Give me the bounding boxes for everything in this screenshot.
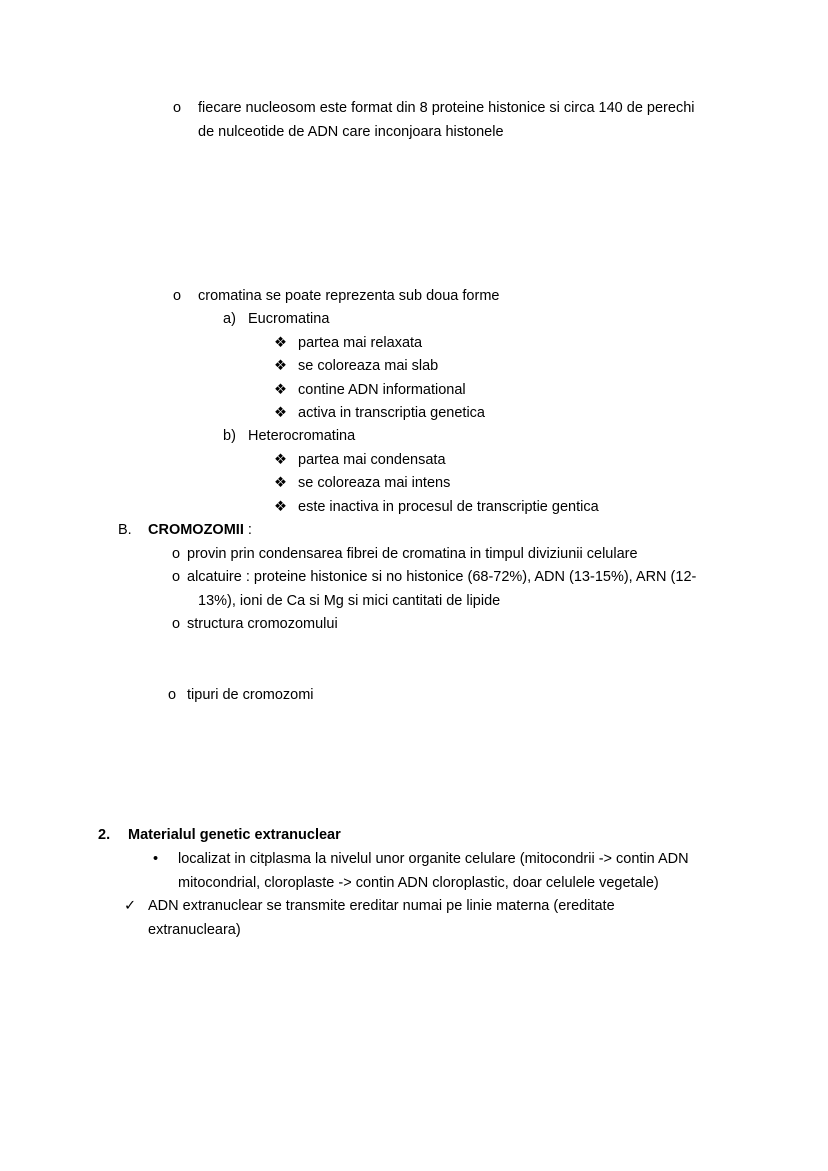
section-b-item-text: tipuri de cromozomi bbox=[187, 687, 314, 703]
diamond-bullet-icon: ❖ bbox=[274, 452, 287, 468]
section-b-title-wrap bbox=[148, 519, 252, 543]
circle-bullet-icon: o bbox=[173, 100, 182, 116]
section-2-check-line2: extranucleara) bbox=[148, 922, 241, 938]
nucleosome-text-line2: de nulceotide de ADN care inconjoara histonele bbox=[198, 124, 504, 140]
section-b-item-text: structura cromozomului bbox=[187, 616, 338, 632]
circle-bullet-icon: o bbox=[173, 288, 182, 304]
diamond-bullet-icon: ❖ bbox=[274, 499, 287, 515]
circle-bullet-icon: o bbox=[172, 569, 181, 585]
euchromatin-item-text: partea mai relaxata bbox=[298, 335, 423, 351]
diamond-bullet-icon: ❖ bbox=[274, 358, 287, 374]
section-2-bullet-line1: localizat in citplasma la nivelul unor organite celulare (mitocondrii -> contin ADN bbox=[178, 851, 689, 867]
section-b-item-text: provin prin condensarea fibrei de cromatina in timpul diviziunii celulare bbox=[187, 546, 638, 562]
diamond-bullet-icon: ❖ bbox=[274, 405, 287, 421]
section-2-bullet-line2: mitocondrial, cloroplaste -> contin ADN cloroplastic, doar celulele vegetale) bbox=[178, 875, 659, 891]
diamond-bullet-icon: ❖ bbox=[274, 475, 287, 491]
section-b-item-text-line2: 13%), ioni de Ca si Mg si mici cantitati de lipide bbox=[198, 593, 501, 609]
heterochromatin-label: b) bbox=[223, 428, 236, 444]
check-icon: ✓ bbox=[124, 898, 137, 914]
section-b-title-suffix: : bbox=[243, 522, 252, 538]
euchromatin-label: a) bbox=[223, 311, 236, 327]
section-b-label: B. bbox=[118, 522, 132, 538]
euchromatin-title: Eucromatina bbox=[248, 311, 330, 327]
diamond-bullet-icon: ❖ bbox=[274, 335, 287, 351]
bullet-icon: • bbox=[153, 851, 159, 867]
euchromatin-item-text: se coloreaza mai slab bbox=[298, 358, 439, 374]
section-2-title: Materialul genetic extranuclear bbox=[128, 827, 341, 843]
heterochromatin-item-text: este inactiva in procesul de transcriptie gentica bbox=[298, 499, 599, 515]
heterochromatin-title: Heterocromatina bbox=[248, 428, 356, 444]
section-2-number: 2. bbox=[98, 827, 111, 843]
circle-bullet-icon: o bbox=[168, 687, 177, 703]
circle-bullet-icon: o bbox=[172, 546, 181, 562]
chromatin-forms-text: cromatina se poate reprezenta sub doua forme bbox=[198, 288, 500, 304]
nucleosome-text-line1: fiecare nucleosom este format din 8 proteine histonice si circa 140 de perechi bbox=[198, 100, 695, 116]
heterochromatin-item-text: partea mai condensata bbox=[298, 452, 446, 468]
heterochromatin-item-text: se coloreaza mai intens bbox=[298, 475, 451, 491]
section-b-title: CROMOZOMII bbox=[148, 522, 244, 538]
circle-bullet-icon: o bbox=[172, 616, 181, 632]
euchromatin-item-text: contine ADN informational bbox=[298, 382, 466, 398]
diamond-bullet-icon: ❖ bbox=[274, 382, 287, 398]
section-b-item-text-line1: alcatuire : proteine histonice si no histonice (68-72%), ADN (13-15%), ARN (12- bbox=[187, 569, 697, 585]
euchromatin-item-text: activa in transcriptia genetica bbox=[298, 405, 485, 421]
section-2-check-line1: ADN extranuclear se transmite ereditar numai pe linie materna (ereditate bbox=[148, 898, 615, 914]
